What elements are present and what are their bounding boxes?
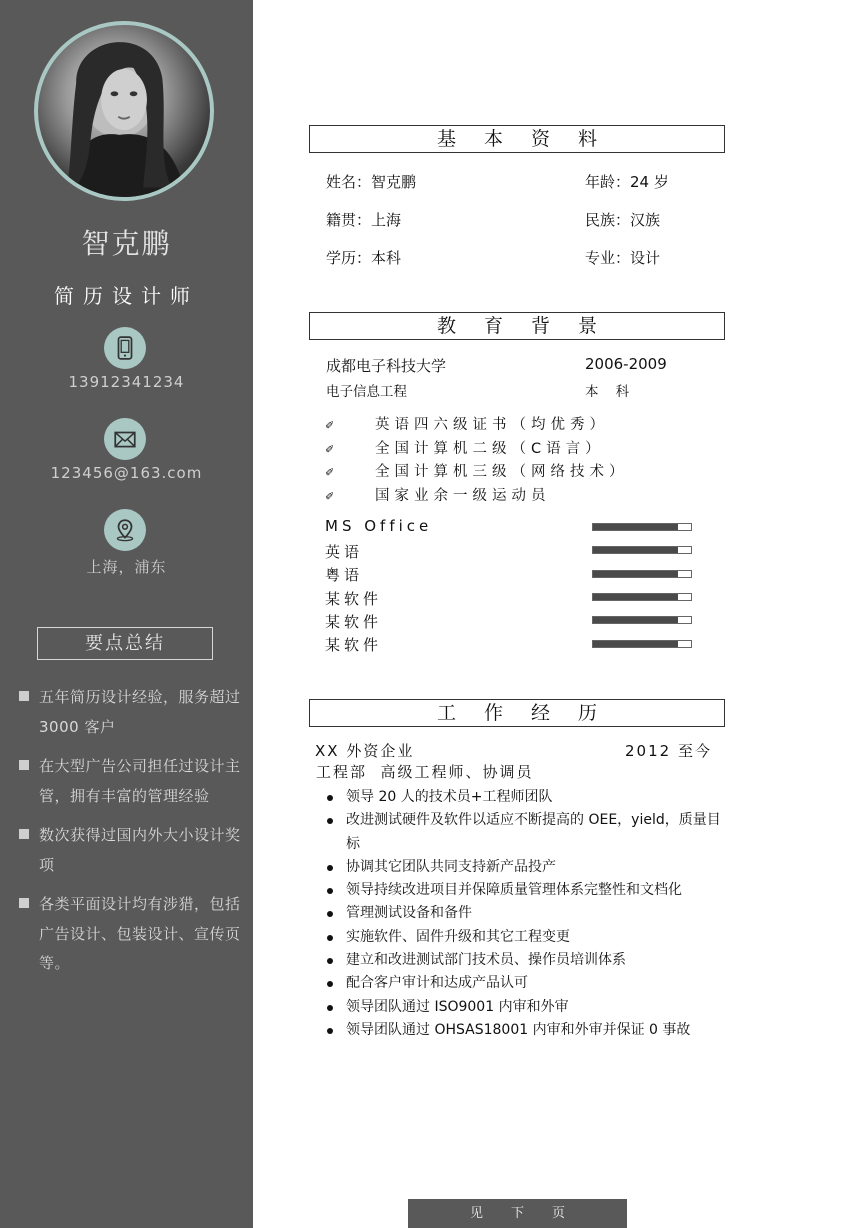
basic-ethnicity: 民族：汉族 — [585, 211, 661, 229]
bullet-dot-icon — [327, 795, 333, 801]
bullet-square-icon — [19, 898, 29, 908]
summary-item: 各类平面设计均有涉猎，包括广告设计、包装设计、宣传页等。 — [19, 890, 249, 979]
summary-title: 要点总结 — [37, 627, 213, 660]
summary-item: 在大型广告公司担任过设计主管，拥有丰富的管理经验 — [19, 752, 249, 811]
sidebar — [0, 0, 253, 1228]
section-title-basic: 基本资料 — [309, 125, 725, 153]
skill-label: 粤语 — [325, 566, 364, 584]
skill-bar — [592, 570, 692, 578]
portrait-image — [38, 25, 210, 197]
work-period: 2012 至今 — [625, 742, 712, 760]
skill-label: MS Office — [325, 517, 433, 535]
bullet-square-icon — [19, 691, 29, 701]
basic-age: 年龄：24 岁 — [585, 173, 669, 191]
summary-item: 五年简历设计经验，服务超过 3000 客户 — [19, 683, 249, 742]
basic-hometown: 籍贯：上海 — [326, 211, 402, 229]
edu-school: 成都电子科技大学 — [326, 357, 447, 375]
phone-icon — [104, 327, 146, 369]
email-address: 123456@163.com — [50, 464, 203, 482]
duty-item: 领导团队通过 ISO9001 内审和外审 — [325, 996, 725, 1019]
duty-item: 实施软件、固件升级和其它工程变更 — [325, 926, 725, 949]
pen-icon: ✐ — [325, 466, 335, 479]
cert-item: ✐ 英语四六级证书（均优秀） — [325, 417, 609, 433]
duty-item: 领导团队通过 OHSAS18001 内审和外审并保证 0 事故 — [325, 1019, 725, 1042]
duty-item: 管理测试设备和备件 — [325, 902, 725, 925]
bullet-dot-icon — [327, 981, 333, 987]
edu-period: 2006-2009 — [585, 355, 667, 373]
skill-bar — [592, 640, 692, 648]
profile-role: 简历设计师 — [54, 284, 199, 308]
bullet-dot-icon — [327, 818, 333, 824]
bullet-dot-icon — [327, 935, 333, 941]
bullet-dot-icon — [327, 911, 333, 917]
skill-label: 某软件 — [325, 636, 383, 654]
pen-icon: ✐ — [325, 419, 335, 432]
duty-item: 配合客户审计和达成产品认可 — [325, 972, 725, 995]
section-title-work: 工作经历 — [309, 699, 725, 727]
duty-item: 领导持续改进项目并保障质量管理体系完整性和文档化 — [325, 879, 725, 902]
duty-item: 改进测试硬件及软件以适应不断提高的 OEE，yield，质量目标 — [325, 809, 725, 856]
envelope-icon — [104, 418, 146, 460]
location-text: 上海，浦东 — [86, 558, 167, 576]
bullet-dot-icon — [327, 958, 333, 964]
avatar — [34, 21, 214, 201]
duty-item: 协调其它团队共同支持新产品投产 — [325, 856, 725, 879]
pen-icon: ✐ — [325, 443, 335, 456]
bullet-square-icon — [19, 829, 29, 839]
duty-item: 建立和改进测试部门技术员、操作员培训体系 — [325, 949, 725, 972]
pen-icon: ✐ — [325, 490, 335, 503]
bullet-dot-icon — [327, 1028, 333, 1034]
skill-label: 某软件 — [325, 613, 383, 631]
bullet-square-icon — [19, 760, 29, 770]
skill-label: 英语 — [325, 543, 364, 561]
skill-bar — [592, 523, 692, 531]
cert-item: ✐ 全国计算机三级（网络技术） — [325, 464, 629, 480]
bullet-dot-icon — [327, 865, 333, 871]
work-duties — [325, 786, 725, 1042]
section-title-education: 教育背景 — [309, 312, 725, 340]
bullet-dot-icon — [327, 888, 333, 894]
work-position: 工程部 高级工程师、协调员 — [316, 763, 534, 781]
location-pin-icon — [104, 509, 146, 551]
basic-major: 专业：设计 — [585, 249, 661, 267]
next-page-label: 见下页 — [408, 1199, 627, 1228]
duty-item: 领导 20 人的技术员+工程师团队 — [325, 786, 725, 809]
summary-item: 数次获得过国内外大小设计奖项 — [19, 821, 249, 880]
profile-name: 智克鹏 — [81, 227, 172, 260]
summary-list — [19, 683, 249, 989]
cert-item: ✐ 国家业余一级运动员 — [325, 488, 551, 504]
bullet-dot-icon — [327, 1005, 333, 1011]
skill-label: 某软件 — [325, 590, 383, 608]
basic-name: 姓名：智克鹏 — [326, 173, 417, 191]
work-company: XX 外资企业 — [315, 742, 415, 760]
cert-item: ✐ 全国计算机二级（C语言） — [325, 441, 605, 457]
phone-number: 13912341234 — [68, 373, 185, 391]
skill-bar — [592, 616, 692, 624]
skill-bar — [592, 593, 692, 601]
edu-degree: 本 科 — [585, 384, 630, 400]
skill-bar — [592, 546, 692, 554]
edu-major: 电子信息工程 — [326, 384, 407, 400]
basic-education: 学历：本科 — [326, 249, 402, 267]
